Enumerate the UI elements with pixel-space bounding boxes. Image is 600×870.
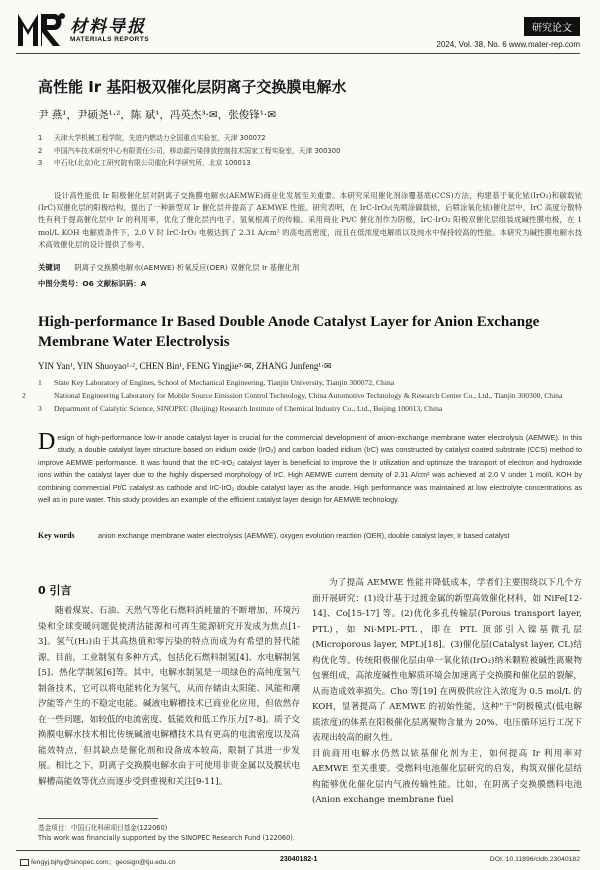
body-right-column: 为了提高 AEMWE 性能并降低成本，学者们主要围绕以下几个方面开展研究：(1)设计基于过渡金属的新型高效催化材料，如 NiFe[12-14]、Co[15-17] 等。(2)优化多孔传输层(Porous transport layer, PTL)，如 Ni-MPL-PTL，即在 PTL 顶部引入镍基微孔层(Microporous layer, MPL)[18]。(3)催化层(Catalyst layer, CL)结构优化等。传统阳极催化层由单一氧化铱(IrO₂)纳米颗粒被碱性离聚物包裹组成，高浓度碱性电解质环境会加速离子交换膜和催化层的裂解，从而造成效率损失。Cho 等[19] 在两极供应注入浓度为 0.5 mol/L 的 KOH，显著提高了 AEMWE 的初始性能，这种"干"阴极模式(低电解质浓度)的体系在阳极催化层离聚物含量为 20%、电压循环运行工况下表现出较高的耐久性。 目前商用电解水仍然以铱基催化剂为主，如何提高 Ir 利用率对 AEMWE 至关重要。受燃料电池催化层研究的启发，构筑双催化层结构能够优化催化层内气液传输性能。比如，在阴离子交换膜燃料电池(Anion exchange membrane fuel xyxy=(312,578,582,805)
authors-cn: 尹 燕¹，尹硕尧¹·²，陈 斌¹，冯英杰³·✉，张俊锋¹·✉ xyxy=(38,109,277,121)
footnote-rule xyxy=(38,818,158,819)
abstract-dropcap: D xyxy=(38,429,56,455)
keywords-en xyxy=(38,530,582,542)
affiliation-cn: 1 天津大学机械工程学院，先进内燃动力全国重点实验室，天津 300072 xyxy=(38,134,266,142)
section-tag: 研究论文 xyxy=(524,17,580,36)
keywords-label-en: Key words xyxy=(38,531,75,540)
footer-emails: fengyj.bjhy@sinopec.com；geosign@tju.edu.cn xyxy=(20,856,176,866)
affiliation-en: 3 Department of Catalytic Science, SINOPEC (Beijing) Research Institute of Chemical Industry Co., Ltd., Beijing 100013, China xyxy=(38,403,443,413)
affiliation-cn: 3 中石化(北京)化工研究院有限公司催化科学研究所，北京 100013 xyxy=(38,159,251,167)
mr-logo-icon xyxy=(16,10,68,48)
authors-en: YIN Yan¹, YIN Shuoyao¹·², CHEN Bin¹, FENG Yingjie³·✉, ZHANG Junfeng¹·✉ xyxy=(38,361,332,371)
issue-info: 2024, Vol. 38, No. 6 www.mater-rep.com xyxy=(436,40,580,49)
keywords-text-cn: 阴离子交换膜电解水(AEMWE) 析氧反应(OER) 双催化层 Ir 基催化剂 xyxy=(74,263,300,272)
footer-rule xyxy=(16,850,580,851)
title-cn: 高性能 Ir 基阳极双催化层阴离子交换膜电解水 xyxy=(38,78,347,96)
keywords-cn xyxy=(38,262,299,273)
footnote-cn: 基金项目：中国石化科研项目基金(122060) xyxy=(38,824,168,832)
title-en: High-performance Ir Based Double Anode Catalyst Layer for Anion Exchange Membrane Water Electrolysis xyxy=(38,314,540,350)
journal-name-cn: 材料导报 xyxy=(70,17,146,37)
classification-cn: 中图分类号：O6 文献标识码：A xyxy=(38,279,147,288)
doi: DOI: 10.11896/cldb.23040182 xyxy=(489,856,580,863)
header-rule xyxy=(16,53,580,54)
affiliations-en xyxy=(22,377,582,415)
journal-name-en: MATERIALS REPORTS xyxy=(70,36,150,43)
affiliation-en: 1 State Key Laboratory of Engines, School of Mechanical Engineering, Tianjin University, Tianjin 300072, China xyxy=(38,378,395,387)
body-left-column: 随着煤炭、石油、天然气等化石燃料消耗量的不断增加，环境污染和全球变暖问题促使清洁能源和可再生能源研究开发成为焦点[1-3]。氢气(H₂)由于其高热值和零污染的特点而成为有希望的替代能源。目前，工业制氢有多种方式，包括化石燃料制氢[4]、水电解制氢[5]、热化学制氢[6]等。其中，电解水制氢是一项绿色的高纯度氢气制备技术，它可以将电能转化为氢气，从而存储由太阳能、风能和潮汐能等产生的不稳定电能。碱液电解槽技术已商业化应用，但依然存在一些问题，如较低的电流密度、低能效和低工作压力[7-8]。质子交换膜电解水技术相比传统碱液电解槽技术具有更高的电流密度以及高能效特点，但其缺点是催化剂和设备成本较高，限制了其进一步发展。相比之下，阴离子交换膜电解水由于可使用非贵金属以及膜状电解槽高能效等优点而逐步受到重视和关注[9-11]。 xyxy=(38,606,300,787)
abstract-en-text: esign of high-performance low-Ir anode catalyst layer is crucial for the commercial development of anion-exchange membrane water electrolysis (AEMWE). In this study, a double catalyst layer structure based on iridium oxide (IrO₂) and carbon loaded iridium (IrC) was constructed by catalyst coated substrate (CCS) method to improve AEMWE performance. It was found that the IrC-IrO₂ catalyst layer is beneficial to improve the Ir utilization and optimize the transport of electron and hydroxide ions within the catalyst layer due to the highly dispersed morphology of IrC. High AEMWE current density of 2.31 A/cm² was achieved at 2.0 V under 1 mol/L KOH by combining commercial Pt/C catalyst as cathode and IrC-IrO₂ double catalyst layer as the anode. High performance was maintained at low electrolyte concentrations as well as in pure water. This study provides an example of the efficient catalyst layer design for AEMWE technology. xyxy=(38,433,582,505)
affiliation-cn: 2 中国汽车技术研究中心有限责任公司，移动源污染排放控制技术国家工程实验室，天津 300300 xyxy=(38,146,341,155)
keywords-text-en: anion exchange membrane water electrolysis (AEMWE), oxygen evolution reaction (OER), double catalyst layer, Ir based catalyst xyxy=(98,531,510,540)
affiliations-cn xyxy=(38,132,582,170)
footnote xyxy=(38,823,295,843)
journal-logo xyxy=(16,10,68,48)
footnote-en: This work was financially supported by the SINOPEC Research Fund (122060). xyxy=(38,834,295,842)
affiliation-en: 2 National Engineering Laboratory for Mobile Source Emission Control Technology, China Automotive Technology & Research Center Co., Ltd., Tianjin 300300, China xyxy=(22,390,563,400)
section-heading: 0 引言 xyxy=(38,584,72,597)
envelope-icon xyxy=(20,859,29,866)
article-number: 23040182-1 xyxy=(280,856,318,863)
keywords-label-cn: 关键词 xyxy=(38,263,61,272)
abstract-cn: 设计高性能低 Ir 阳极催化层对阴离子交换膜电解水(AEMWE)商业化发展至关重要。本研究采用催化剂涂覆基底(CCS)方法，构建基于氧化铱(IrO₂)和碳载铱(IrC)双催化层的阳极结构，提出了一种新型双 Ir 催化层并提高了 AEMWE 性能。研究表明，在 IrC-IrO₂(先喷涂碳载铱，后喷涂氧化铱)催化层中，IrC 高度分散特性有利于提高催化层中 Ir 的利用率，优化了催化层内电子、氢氧根离子的传输。采用商业 Pt/C 催化剂作为阴极，IrC-IrO₂ 阳极双催化层组装成碱性膜电极，在 1 mol/L KOH 电解质条件下，2.0 V 时 IrC-IrO₂ 电极达到了 2.31 A/cm² 的高电流密度，而且在低浓度电解质以及纯水中保持较高的性能。本研究为碱性膜电解水技术高效催化层的设计提供了参考。 xyxy=(38,191,582,249)
abstract-en xyxy=(38,429,582,506)
